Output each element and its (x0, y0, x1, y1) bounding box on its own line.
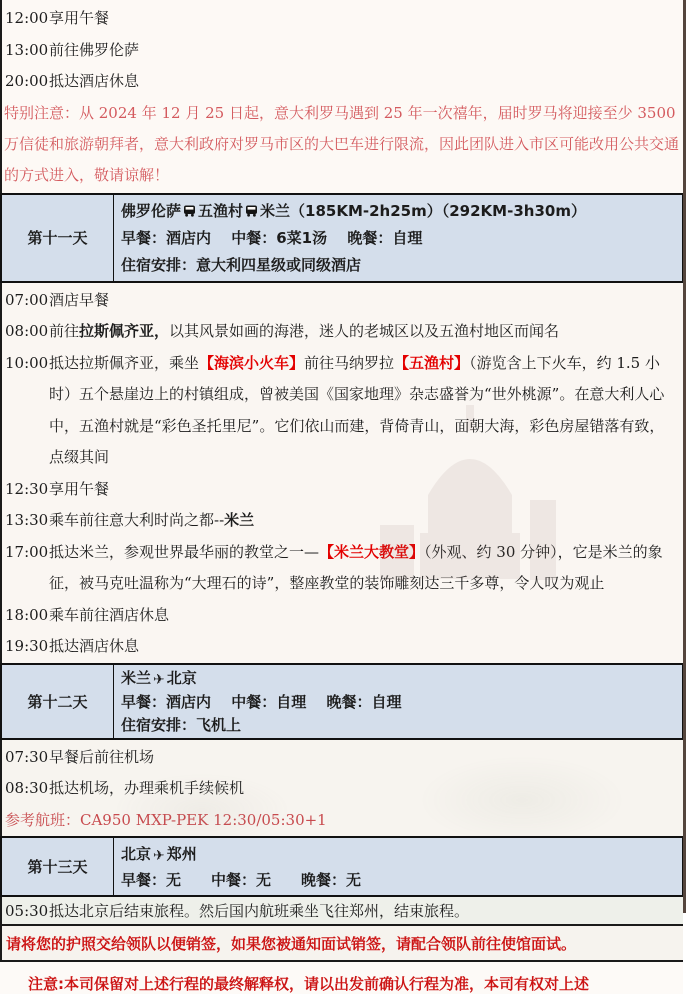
text-segment: 抵达北京后结束旅程。然后国内航班乘坐飞往郑州，结束旅程。 (49, 902, 470, 920)
day-summary (114, 195, 682, 281)
text-segment: 前往 (49, 322, 80, 340)
text-segment: 前往佛罗伦萨 (49, 40, 140, 59)
time-label: 12:00 (5, 9, 49, 27)
timeline-row (2, 3, 683, 35)
activity-text (49, 474, 683, 506)
time-label: 07:00 (5, 290, 49, 309)
previous-day-tail-block (0, 0, 683, 193)
day-summary (114, 838, 682, 895)
time-label: 10:00 (5, 353, 49, 372)
day-summary (114, 665, 682, 738)
time-label: 19:30 (5, 637, 49, 655)
route-line (121, 667, 682, 688)
text-segment: 抵达酒店休息 (49, 637, 140, 655)
timeline-row (2, 600, 683, 632)
day-header-day11 (0, 193, 683, 283)
day-label: 第十三天 (2, 838, 114, 895)
text-segment: 乘车前往意大利时尚之都-- (49, 511, 225, 529)
activity-text (49, 348, 683, 474)
bus-icon (245, 204, 258, 217)
day-header-day12 (0, 663, 683, 740)
text-segment: 【五渔村】 (394, 353, 470, 372)
timeline-row (2, 505, 683, 537)
lodging-line: 住宿安排：飞机上 (121, 716, 242, 734)
timeline-row (2, 742, 683, 774)
text-segment: 抵达机场，办理乘机手续候机 (49, 779, 245, 797)
text-segment: 北京 (166, 669, 197, 687)
text-segment: 拉斯佩齐亚， (79, 322, 170, 340)
timeline-day11 (0, 283, 683, 663)
text-segment: （游览含上下火车，约 1.5 小时）五个悬崖边上的村镇组成，曾被美国《国家地理》杂志盛誉为“世外桃源”。在意大利人心中，五渔村就是“彩色圣托里尼”。它们依山而建，背倚青山，面朝大海，彩色房屋错落有致，点缀其间 (49, 353, 665, 466)
activity-text (49, 899, 683, 924)
activity-text (49, 742, 683, 774)
text-segment: 享用午餐 (49, 9, 110, 27)
text-segment: 郑州 (166, 845, 197, 863)
text-segment: 五渔村 (198, 202, 244, 221)
plane-icon: ✈ (153, 672, 165, 688)
tail-rows (2, 3, 683, 98)
text-segment: 北京 (121, 845, 152, 863)
activity-text (49, 285, 683, 317)
activity-text (49, 600, 683, 632)
timeline-row (2, 773, 683, 805)
flight-reference: 参考航班：CA950 MXP-PEK 12:30/05:30+1 (5, 810, 327, 829)
meals-line: 早餐：酒店内 中餐：6菜1汤 晚餐：自理 (121, 229, 423, 247)
timeline-row (2, 35, 683, 67)
time-label: 07:30 (5, 747, 49, 766)
route-line (121, 200, 682, 221)
timeline-row (2, 348, 683, 474)
meals-line: 早餐：无 中餐：无 晚餐：无 (121, 871, 362, 889)
timeline-day12 (0, 740, 683, 837)
text-segment: 乘车前往酒店休息 (49, 605, 170, 624)
time-label: 18:00 (5, 605, 49, 624)
activity-text (49, 505, 683, 537)
time-label: 08:00 (5, 322, 49, 340)
passport-note-block (0, 924, 683, 962)
text-segment: 佛罗伦萨 (121, 202, 182, 221)
time-label: 17:00 (5, 542, 49, 561)
meals-line: 早餐：酒店内 中餐：自理 晚餐：自理 (121, 692, 402, 711)
activity-text (49, 631, 683, 663)
text-segment: 前往马纳罗拉 (304, 353, 395, 372)
text-segment: 抵达酒店休息 (49, 72, 140, 90)
text-segment: 【米兰大教堂】 (319, 542, 425, 561)
time-label: 13:00 (5, 40, 49, 59)
timeline-row (2, 316, 683, 348)
text-segment: 抵达拉斯佩齐亚，乘坐 (49, 353, 200, 372)
day-blocks (0, 193, 683, 925)
text-segment: 米兰 (121, 669, 152, 687)
time-label: 13:30 (5, 511, 49, 529)
bus-icon (183, 204, 196, 217)
text-segment: 享用午餐 (49, 479, 110, 498)
activity-text (49, 3, 683, 35)
timeline-row (2, 285, 683, 317)
time-label: 12:30 (5, 479, 49, 498)
special-notice: 特别注意：从 2024 年 12 月 25 日起，意大利罗马遇到 25 年一次禧年，届时罗马将迎接至少 3500 万信徒和旅游朝拜者，意大利政府对罗马市区的大巴车进行限流，因此团队进入市区可能改用公共交通的方式进入，敬请谅解！ (4, 103, 680, 184)
text-segment: 酒店早餐 (49, 290, 110, 309)
day-label: 第十二天 (2, 665, 114, 738)
activity-text (49, 66, 683, 98)
text-segment: 以其风景如画的海港，迷人的老城区以及五渔村地区而闻名 (169, 322, 560, 340)
timeline-row (2, 631, 683, 663)
text-segment: 【海滨小火车】 (199, 353, 305, 372)
time-label: 20:00 (5, 72, 49, 90)
plane-icon: ✈ (153, 848, 165, 864)
activity-text (49, 316, 683, 348)
timeline-row (2, 66, 683, 98)
passport-note: 请将您的护照交给领队以便销签，如果您被通知面试销签，请配合领队前往使馆面试。 (6, 934, 577, 953)
final-disclaimer: 注意:本司保留对上述行程的最终解释权，请以出发前确认行程为准，本司有权对上述 (0, 962, 683, 994)
text-segment: 抵达米兰，参观世界最华丽的教堂之一— (49, 542, 320, 561)
activity-text (49, 35, 683, 67)
text-segment: 米兰（185KM-2h25m）（292KM-3h30m） (260, 202, 586, 221)
lodging-line: 住宿安排：意大利四星级或同级酒店 (121, 255, 362, 274)
time-label: 05:30 (5, 902, 49, 920)
activity-text (49, 537, 683, 600)
day-header-day13 (0, 836, 683, 897)
timeline-row (2, 899, 683, 924)
timeline-day13 (0, 897, 683, 924)
text-segment: 早餐后前往机场 (49, 747, 155, 766)
day-label: 第十一天 (2, 195, 114, 281)
text-segment: （外观、约 30 分钟），它是米兰的象征，被马克吐温称为“大理石的诗”，整座教堂的装饰雕刻达三千多尊，令人叹为观止 (49, 542, 663, 592)
timeline-row (2, 474, 683, 506)
route-line (121, 843, 682, 864)
time-label: 08:30 (5, 779, 49, 797)
text-segment: 米兰 (224, 511, 255, 529)
timeline-row (2, 537, 683, 600)
activity-text (49, 773, 683, 805)
